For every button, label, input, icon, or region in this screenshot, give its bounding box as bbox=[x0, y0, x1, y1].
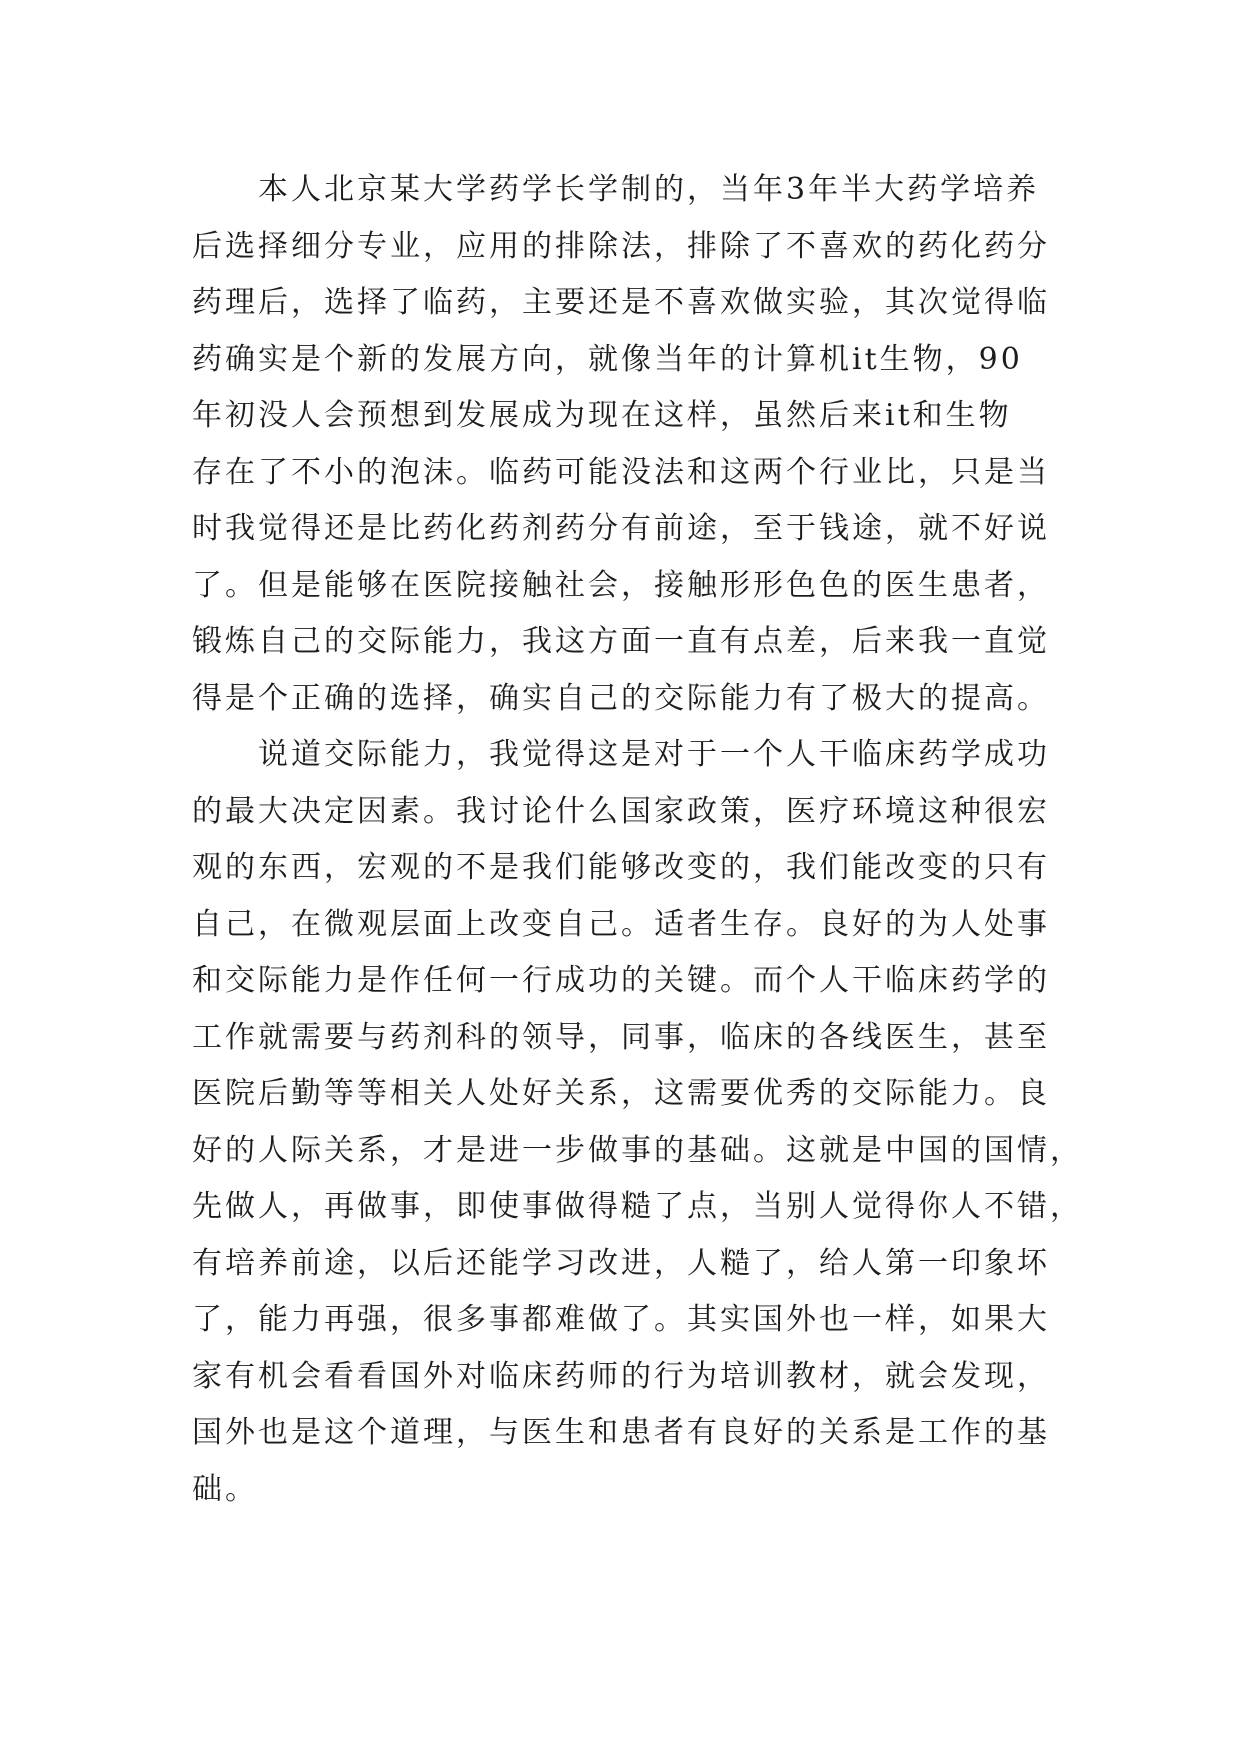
paragraph-1 bbox=[192, 162, 1072, 727]
text-line: 和交际能力是作任何一行成功的关键。而个人干临床药学的 bbox=[192, 963, 1050, 998]
text-line: 国外也是这个道理，与医生和患者有良好的关系是工作的基 bbox=[192, 1415, 1050, 1450]
text-line: 时我觉得还是比药化药剂药分有前途，至于钱途，就不好说 bbox=[192, 511, 1050, 546]
text-line: 后选择细分专业，应用的排除法，排除了不喜欢的药化药分 bbox=[192, 228, 1050, 264]
text-line: 自己，在微观层面上改变自己。适者生存。良好的为人处事 bbox=[192, 906, 1050, 942]
text-line: 了。但是能够在医院接触社会，接触形形色色的医生患者， bbox=[192, 567, 1050, 603]
text-line: 有培养前途，以后还能学习改进，人糙了，给人第一印象坏 bbox=[192, 1245, 1050, 1281]
text-line: 工作就需要与药剂科的领导，同事，临床的各线医生，甚至 bbox=[192, 1019, 1050, 1055]
text-line: 础。 bbox=[192, 1471, 258, 1507]
text-line: 存在了不小的泡沫。临药可能没法和这两个行业比，只是当 bbox=[192, 454, 1050, 490]
text-line: 观的东西，宏观的不是我们能够改变的，我们能改变的只有 bbox=[192, 850, 1050, 885]
text-line: 先做人，再做事，即使事做得糙了点，当别人觉得你人不错， bbox=[192, 1189, 1083, 1224]
text-line: 药确实是个新的发展方向，就像当年的计算机it生物，90 bbox=[192, 341, 1023, 377]
text-line: 说道交际能力，我觉得这是对于一个人干临床药学成功 bbox=[192, 737, 1050, 772]
text-line: 年初没人会预想到发展成为现在这样，虽然后来it和生物 bbox=[192, 398, 1012, 433]
text-line: 药理后，选择了临药，主要还是不喜欢做实验，其次觉得临 bbox=[192, 285, 1050, 320]
text-line: 了，能力再强，很多事都难做了。其实国外也一样，如果大 bbox=[192, 1302, 1050, 1337]
text-line: 本人北京某大学药学长学制的，当年3年半大药学培养 bbox=[192, 172, 1040, 207]
text-line: 好的人际关系，才是进一步做事的基础。这就是中国的国情， bbox=[192, 1132, 1083, 1168]
text-line: 的最大决定因素。我讨论什么国家政策，医疗环境这种很宏 bbox=[192, 793, 1050, 829]
document-body bbox=[192, 162, 1083, 1518]
text-line: 家有机会看看国外对临床药师的行为培训教材，就会发现， bbox=[192, 1358, 1050, 1394]
paragraph-2 bbox=[192, 727, 1083, 1518]
text-line: 锻炼自己的交际能力，我这方面一直有点差，后来我一直觉 bbox=[192, 624, 1050, 659]
text-line: 得是个正确的选择，确实自己的交际能力有了极大的提高。 bbox=[192, 680, 1050, 716]
text-line: 医院后勤等等相关人处好关系，这需要优秀的交际能力。良 bbox=[192, 1076, 1050, 1111]
